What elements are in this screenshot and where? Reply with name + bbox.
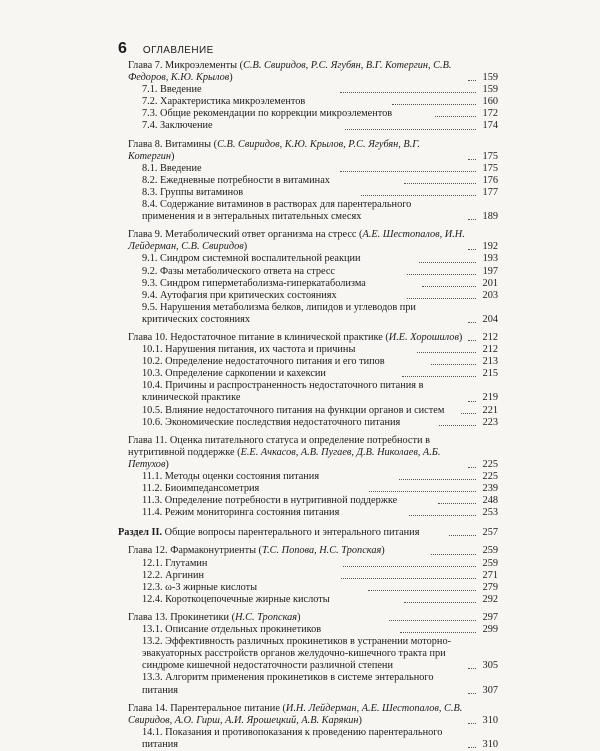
toc-page-number: 203 xyxy=(482,289,498,301)
toc-subsection xyxy=(128,558,498,570)
entry-title: 13.1. Описание отдельных прокинетиков xyxy=(142,624,322,636)
toc-entry-text xyxy=(142,253,417,265)
toc-subsection xyxy=(128,266,498,278)
toc-subsection xyxy=(128,507,498,519)
toc-page-number: 259 xyxy=(482,545,499,557)
toc-subsection xyxy=(128,175,498,187)
toc-entry-text xyxy=(142,594,402,606)
toc-subsection xyxy=(128,253,498,265)
toc-page-number: 160 xyxy=(482,96,498,108)
dot-leader xyxy=(438,503,476,504)
dot-leader xyxy=(468,340,476,341)
dot-leader xyxy=(431,364,476,365)
toc-page-number: 212 xyxy=(482,344,499,356)
toc-subsection xyxy=(128,471,498,483)
toc-entry-text xyxy=(142,624,398,636)
toc-chapter xyxy=(128,139,498,163)
entry-title: Глава 14. Парентеральное питание ( xyxy=(128,702,286,714)
dot-leader xyxy=(345,129,476,130)
toc-page-number: 197 xyxy=(482,265,499,277)
toc-entry-text xyxy=(142,582,366,594)
entry-title: 9.4. Аутофагия при критических состояниях xyxy=(142,289,337,301)
toc-page-number: 212 xyxy=(482,331,498,343)
dot-leader xyxy=(389,620,476,621)
entry-title: 7.4. Заключение xyxy=(142,120,213,132)
toc-subsection xyxy=(128,624,498,636)
toc-entry-text xyxy=(142,175,402,187)
toc-chapter xyxy=(128,60,498,84)
dot-leader xyxy=(341,578,476,579)
toc-entry-text xyxy=(142,727,466,751)
entry-title: Глава 9. Метаболический ответ организма на стресс ( xyxy=(128,229,363,241)
entry-authors-close: ) xyxy=(243,241,248,253)
toc-page-number: 305 xyxy=(482,660,498,672)
toc-page-number: 292 xyxy=(482,593,498,605)
toc-page-number: 223 xyxy=(482,416,499,428)
toc-subsection xyxy=(128,344,498,356)
toc-page-number: 215 xyxy=(482,368,499,380)
toc-page-number: 225 xyxy=(482,458,498,470)
dot-leader xyxy=(468,249,476,250)
toc-page-number: 204 xyxy=(482,313,498,325)
dot-leader xyxy=(461,413,476,414)
entry-authors: С.В. Свиридов, Р.С. Ягубян, В.Г. Котергин, С.В. Федоров, К.Ю. Крылов xyxy=(128,60,452,84)
dot-leader xyxy=(468,219,476,220)
toc-page-number: 221 xyxy=(482,404,498,416)
dot-leader xyxy=(368,590,476,591)
dot-leader xyxy=(468,401,476,402)
dot-leader xyxy=(417,352,476,353)
entry-authors: И.Н. Лейдерман, А.Е. Шестопалов, С.В. Свиридов, А.О. Гирш, А.И. Ярошецкий, А.В. Карякин xyxy=(128,702,463,726)
entry-title: 8.3. Группы витаминов xyxy=(142,186,244,198)
entry-title: 11.1. Методы оценки состояния питания xyxy=(142,471,320,482)
entry-title: 10.4. Причины и распространенность недостаточного питания в клинической практике xyxy=(142,380,424,404)
toc-page-number: 159 xyxy=(482,72,498,84)
entry-title: 13.3. Алгоритм применения прокинетиков в системе энтерального питания xyxy=(142,672,434,696)
toc-subsection xyxy=(128,417,498,429)
toc-entry-text xyxy=(142,471,397,483)
dot-leader xyxy=(404,183,476,184)
toc-entry-text xyxy=(128,435,466,471)
toc-subsection xyxy=(128,636,498,672)
toc-entry-text xyxy=(142,187,359,199)
dot-leader xyxy=(431,554,476,555)
toc-subsection xyxy=(128,84,498,96)
toc-page-number: 177 xyxy=(482,186,498,198)
toc-page-number: 176 xyxy=(482,174,499,186)
dot-leader xyxy=(407,298,476,299)
toc-subsection xyxy=(128,290,498,302)
toc-subsection xyxy=(128,405,498,417)
entry-title: Глава 12. Фармаконутриенты ( xyxy=(128,545,262,557)
entry-title: 11.4. Режим мониторинга состояния питания xyxy=(142,507,340,519)
entry-authors-close: ) xyxy=(229,72,233,84)
entry-title: Глава 11. Оценка питательного статуса и определение потребности в нутритивной поддержке ( xyxy=(128,434,430,458)
toc-entry-text xyxy=(142,199,466,223)
toc-chapter xyxy=(128,612,498,624)
toc-entry-text xyxy=(128,332,466,344)
toc-subsection xyxy=(128,495,498,507)
toc-page-number: 310 xyxy=(482,714,498,726)
toc-page-number: 189 xyxy=(482,211,498,223)
toc-chapter xyxy=(128,332,498,344)
dot-leader xyxy=(468,80,476,81)
entry-authors-close: ) xyxy=(381,545,385,557)
toc-entry-text xyxy=(128,703,466,727)
entry-authors: А.Е. Шестопалов, И.Н. Лейдерман, С.В. Свиридов xyxy=(128,229,465,253)
toc-entry-text xyxy=(142,417,437,429)
toc-entry-text xyxy=(142,84,338,96)
toc-page-number: 239 xyxy=(482,483,498,495)
entry-title: 7.3. Общие рекомендации по коррекции микроэлементов xyxy=(142,108,393,120)
toc-entry-text xyxy=(142,290,405,302)
entry-title: 8.1. Введение xyxy=(142,162,202,174)
entry-title: 12.3. ω-3 жирные кислоты xyxy=(142,581,258,593)
toc-entry-text xyxy=(142,356,429,368)
toc-entry-text xyxy=(142,278,420,290)
dot-leader xyxy=(361,195,476,196)
entry-title: 12.4. Короткоцепочечные жирные кислоты xyxy=(142,593,330,605)
dot-leader xyxy=(409,515,476,516)
entry-authors-close: ) xyxy=(171,150,175,162)
toc-page-number: 172 xyxy=(482,108,498,120)
entry-title: 9.1. Синдром системной воспалительной реакции xyxy=(142,253,361,265)
toc-page-number: 192 xyxy=(482,241,498,253)
entry-title: Глава 13. Прокинетики ( xyxy=(128,611,236,623)
page-number: 6 xyxy=(118,40,127,57)
toc-subsection xyxy=(128,199,498,223)
toc-subsection xyxy=(128,570,498,582)
toc-entry-text xyxy=(142,380,466,404)
entry-authors: Н.С. Тропская xyxy=(235,611,298,623)
entry-title: 7.2. Характеристика микроэлементов xyxy=(142,96,306,108)
entry-title: 12.2. Аргинин xyxy=(142,569,205,581)
dot-leader xyxy=(392,104,476,105)
toc-subsection xyxy=(128,594,498,606)
toc-entry-text xyxy=(142,405,459,417)
dot-leader xyxy=(468,693,476,694)
dot-leader xyxy=(369,491,476,492)
toc-entry-text xyxy=(128,612,387,624)
toc-entry-text xyxy=(142,344,415,356)
dot-leader xyxy=(468,723,476,724)
toc-entry-text xyxy=(142,108,433,120)
entry-title: Глава 10. Недостаточное питание в клинической практике ( xyxy=(128,331,389,343)
dot-leader xyxy=(468,668,476,669)
dot-leader xyxy=(404,602,476,603)
toc-subsection xyxy=(128,302,498,326)
dot-leader xyxy=(468,322,476,323)
toc-entry-text xyxy=(128,229,466,253)
toc-entry-text xyxy=(142,507,407,519)
entry-authors-close: ) xyxy=(358,714,362,726)
entry-authors-close: ) xyxy=(458,331,463,343)
entry-authors-close: ) xyxy=(297,611,301,623)
entry-title: 10.5. Влияние недостаточного питания на функции органов и систем xyxy=(142,404,445,416)
toc-subsection xyxy=(128,187,498,199)
toc-entry-text xyxy=(142,558,341,570)
entry-title: 12.1. Глутамин xyxy=(142,557,208,569)
entry-title: 10.3. Определение саркопении и кахексии xyxy=(142,368,326,380)
toc-page-number: 279 xyxy=(482,581,499,593)
toc-subsection xyxy=(128,163,498,175)
dot-leader xyxy=(400,632,476,633)
entry-title: 11.3. Определение потребности в нутритивной поддержке xyxy=(142,495,398,507)
toc-page-number: 299 xyxy=(482,624,499,636)
toc-entry-text xyxy=(142,570,339,582)
page-header xyxy=(118,40,498,58)
entry-authors-close: ) xyxy=(165,458,169,470)
toc-part xyxy=(118,527,498,539)
entry-title: 7.1. Введение xyxy=(142,84,202,96)
dot-leader xyxy=(343,566,476,567)
entry-title: 8.2. Ежедневные потребности в витаминах xyxy=(142,174,330,186)
entry-title: 11.2. Биоимпедансометрия xyxy=(142,483,260,495)
toc-page-number: 257 xyxy=(482,527,498,539)
toc-entry-text xyxy=(142,120,343,132)
toc-page-number: 259 xyxy=(482,557,498,569)
dot-leader xyxy=(468,747,476,748)
entry-title: 10.1. Нарушения питания, их частота и причины xyxy=(142,344,356,356)
part-label: Раздел II. xyxy=(118,527,163,539)
dot-leader xyxy=(435,116,476,117)
entry-title: 8.4. Содержание витаминов в растворах для парентерального применения и в энтеральных питательных смесях xyxy=(142,199,412,223)
toc-entry-text xyxy=(142,302,466,326)
toc-entry-text xyxy=(142,96,390,108)
toc-page-number: 297 xyxy=(482,611,499,623)
toc-subsection xyxy=(128,278,498,290)
toc-entry-text xyxy=(142,163,338,175)
toc-entry-text xyxy=(142,672,466,696)
entry-title: 13.2. Эффективность различных прокинетиков в устранении моторно-эвакуаторных расстройств органов желудочно-кишечного тракта при синдроме кишечной недостаточности различной степени xyxy=(142,636,452,672)
entry-title: Глава 8. Витамины ( xyxy=(128,138,218,150)
dot-leader xyxy=(422,286,476,287)
toc-entry-text xyxy=(142,483,367,495)
toc-page-number: 248 xyxy=(482,495,499,507)
toc-chapter xyxy=(128,229,498,253)
toc-page-number: 159 xyxy=(482,84,498,96)
toc-entry-text xyxy=(118,527,447,539)
toc-entry-text xyxy=(142,266,405,278)
dot-leader xyxy=(402,376,476,377)
toc-entry-text xyxy=(128,139,466,163)
toc-subsection xyxy=(128,380,498,404)
entry-title: 10.6. Экономические последствия недостаточного питания xyxy=(142,416,401,428)
toc-page-number: 201 xyxy=(482,277,498,289)
entry-authors: С.В. Свиридов, К.Ю. Крылов, Р.С. Ягубян, В.Г. Котергин xyxy=(128,138,420,162)
toc-chapter xyxy=(128,545,498,557)
toc-subsection xyxy=(128,108,498,120)
section-title: ОГЛАВЛЕНИЕ xyxy=(142,45,214,56)
toc-page-number: 253 xyxy=(482,507,498,519)
dot-leader xyxy=(468,467,476,468)
toc-page-number: 193 xyxy=(482,253,499,265)
toc-page-number: 175 xyxy=(482,162,498,174)
toc-page-number: 310 xyxy=(482,738,498,750)
toc-page-number: 307 xyxy=(482,684,498,696)
dot-leader xyxy=(449,535,476,536)
toc-subsection xyxy=(128,368,498,380)
entry-title: 9.2. Фазы метаболического ответа на стресс xyxy=(142,265,335,277)
entry-authors: Т.С. Попова, Н.С. Тропская xyxy=(262,545,382,557)
part-title: Общие вопросы парентерального и энтерального питания xyxy=(162,527,420,539)
dot-leader xyxy=(399,479,476,480)
entry-title: Глава 7. Микроэлементы ( xyxy=(128,60,244,71)
entry-title: 10.2. Определение недостаточного питания и его типов xyxy=(142,356,385,368)
toc-page-number: 271 xyxy=(482,569,498,581)
entry-title: 14.1. Показания и противопоказания к проведению парентерального питания xyxy=(142,726,443,750)
entry-title: 9.5. Нарушения метаболизма белков, липидов и углеводов при критических состояниях xyxy=(142,301,416,325)
toc-chapter xyxy=(128,703,498,727)
toc-subsection xyxy=(128,96,498,108)
toc-entry-text xyxy=(128,545,429,557)
toc-page-number: 213 xyxy=(482,356,499,368)
toc-subsection xyxy=(128,582,498,594)
toc-page-number: 219 xyxy=(482,392,498,404)
entry-authors: И.Е. Хорошилов xyxy=(388,331,459,343)
toc-entry-text xyxy=(142,495,436,507)
toc-subsection xyxy=(128,727,498,751)
toc-page-number: 174 xyxy=(482,120,498,132)
toc-subsection xyxy=(128,356,498,368)
toc-page-number: 225 xyxy=(482,471,498,482)
dot-leader xyxy=(407,274,477,275)
table-of-contents xyxy=(118,60,499,751)
toc-subsection xyxy=(128,672,498,696)
toc-entry-text xyxy=(142,636,466,672)
dot-leader xyxy=(419,262,476,263)
dot-leader xyxy=(468,159,476,160)
toc-page-number: 175 xyxy=(482,150,498,162)
dot-leader xyxy=(340,171,476,172)
toc-entry-text xyxy=(128,60,466,84)
dot-leader xyxy=(340,92,476,93)
toc-entry-text xyxy=(142,368,400,380)
toc-subsection xyxy=(128,483,498,495)
toc-subsection xyxy=(128,120,498,132)
entry-title: 9.3. Синдром гиперметаболизма-гиперкатаболизма xyxy=(142,277,366,289)
entry-authors: Е.Е. Ачкасов, А.В. Пугаев, Д.В. Николаев, А.Б. Петухов xyxy=(128,446,441,470)
toc-chapter xyxy=(128,435,498,471)
dot-leader xyxy=(439,425,476,426)
